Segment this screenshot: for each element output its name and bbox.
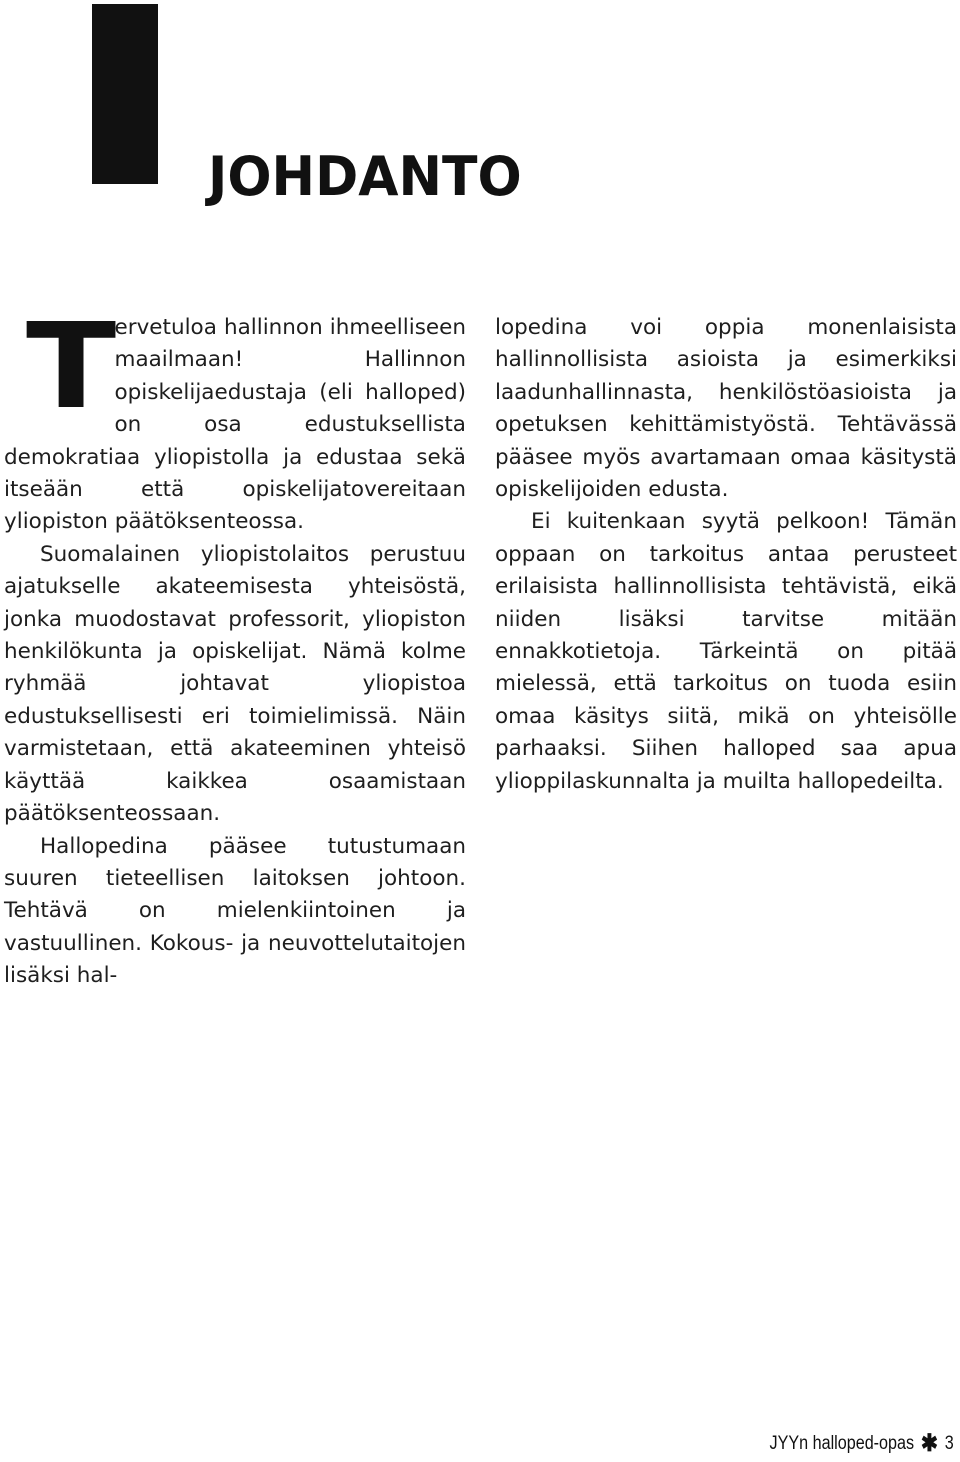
paragraph-4: lopedina voi oppia monenlaisista hallinnollisista asioista ja esimerkiksi laadunhallinnasta, henkilöstöasioista ja opetuksen kehittämistyöstä. Tehtävässä pääsee myös avartamaan omaa käsitystä opiskelijoiden edusta. (495, 315, 957, 503)
dropcap-letter: T (26, 297, 117, 435)
chapter-title: JOHDANTO (208, 145, 522, 209)
asterisk-icon: ✱ (921, 1430, 939, 1457)
paragraph-2: Suomalainen yliopistolaitos perustuu ajatukselle akateemisesta yhteisöstä, jonka muodostavat professorit, yliopiston henkilökunta ja opiskelijat. Nämä kolme ryhmää johtavat yliopistoa edustuksellisesti eri toimielimissä. Näin varmistetaan, että akateeminen yhteisö käyttää kaikkea osaamistaan päätöksenteossaan. (4, 541, 466, 827)
paragraph-5: Ei kuitenkaan syytä pelkoon! Tämän oppaan on tarkoitus antaa perusteet erilaisista hallinnollisista tehtävistä, eikä niiden lisäksi tarvitse mitään ennakkotietoja. Tärkeintä on pitää mielessä, että tarkoitus on tuoda esiin omaa käsitys siitä, mikä on yhteisölle parhaaksi. Siihen halloped saa apua ylioppilaskunnalta ja muilta hallopedeilta. (495, 509, 957, 794)
left-column (4, 297, 466, 993)
publication-title: JYYn halloped-opas (769, 1433, 915, 1454)
page-number: 3 (945, 1433, 954, 1454)
right-column (495, 312, 957, 798)
paragraph-3: Hallopedina pääsee tutustumaan suuren tieteellisen laitoksen johtoon. Tehtävä on mielenkiintoinen ja vastuullinen. Kokous- ja neuvottelutaitojen lisäksi hal- (4, 833, 466, 989)
chapter-numeral (92, 4, 158, 184)
page-footer (770, 1432, 954, 1456)
paragraph-1-text: ervetuloa hallinnon ihmeelliseen maailmaan! Hallinnon opiskelijaedustaja (eli halloped) on osa edustuksellista demokratiaa yliopistolla ja edustaa sekä itseään että opiskelijatovereitaan yliopiston päätöksenteossa. (4, 315, 466, 535)
paragraph-1 (4, 297, 466, 539)
